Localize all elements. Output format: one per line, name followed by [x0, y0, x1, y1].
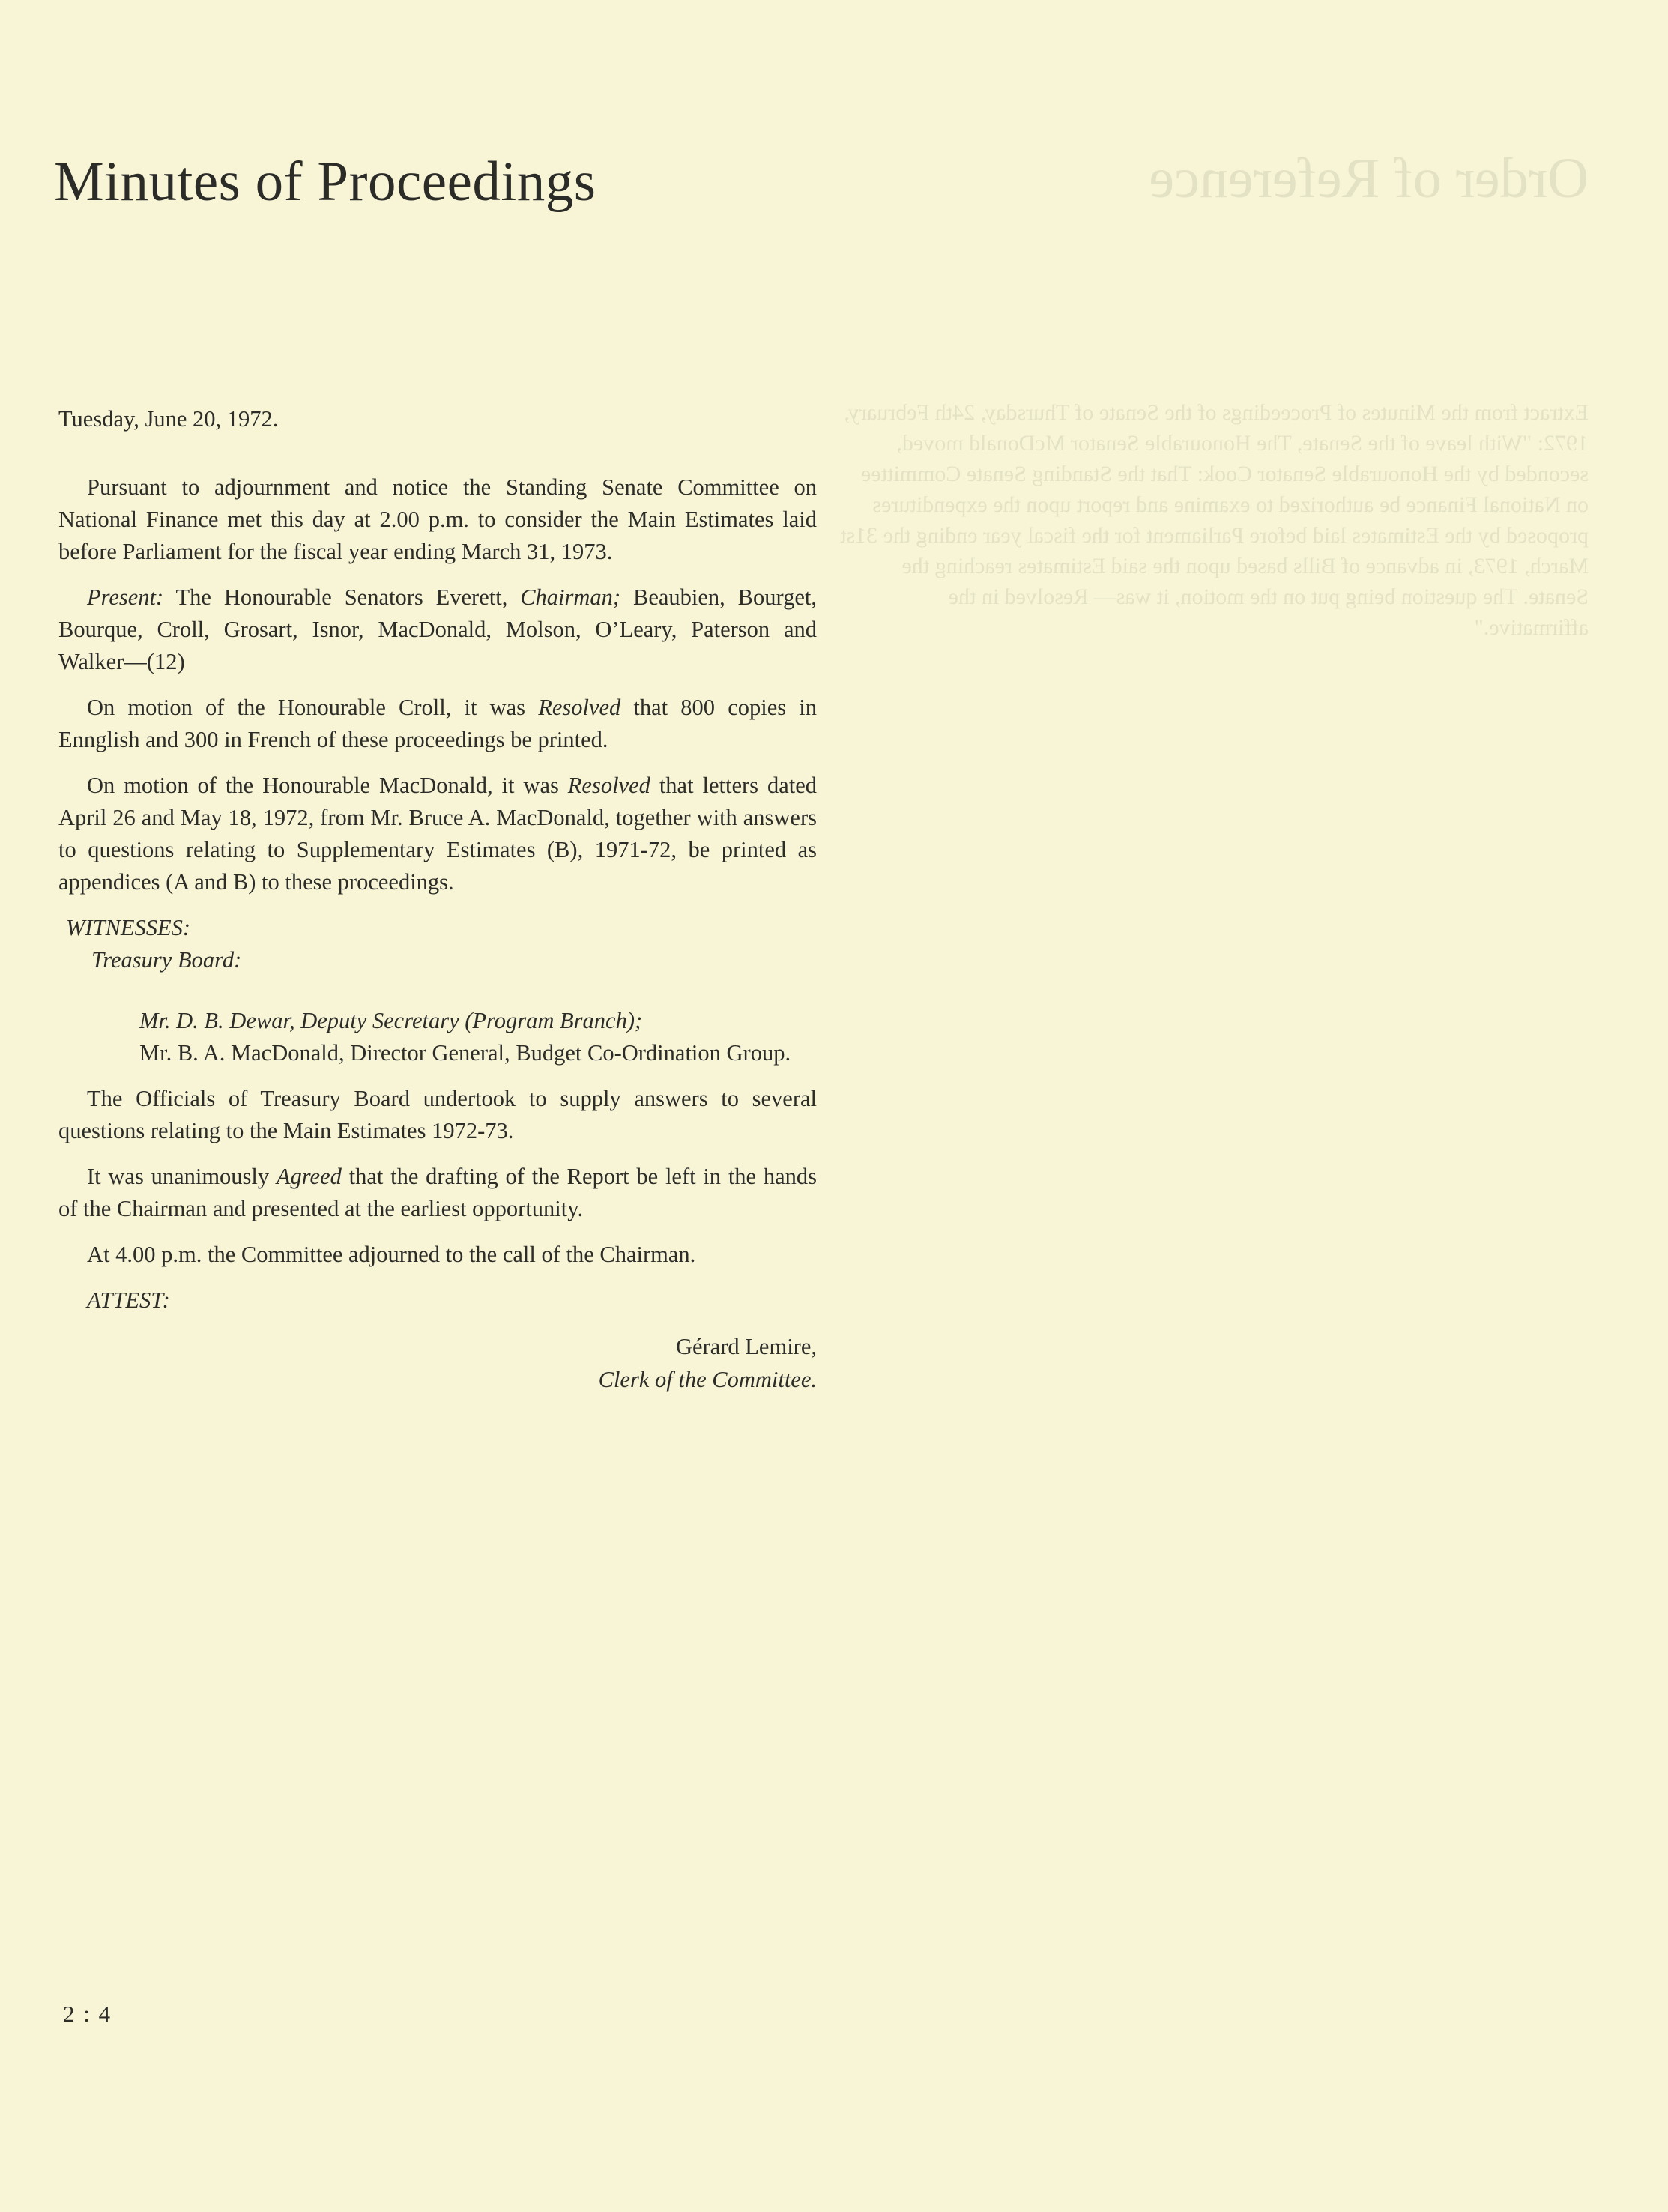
bleed-text: Extract from the Minutes of Proceedings of the Senate of Thursday, 24th February, 1972: "With leave of the Senate, The Honourable Senator McDonald moved, seconded by the Honourable Senator Cook: That the Standing Senate Committee on National Finance be authorized to examine and report upon the expenditures proposed by the Estimates laid before Parliament for the fiscal year ending the 31st March, 1973, in advance of Bills based upon the said Estimates reaching the Senate. The question being put on the motion, it was— Resolved in the affirmative." — [840, 400, 1589, 640]
meeting-date: Tuesday, June 20, 1972. — [58, 406, 279, 432]
bleed-through-reverse — [839, 0, 1611, 974]
page-title: Minutes of Proceedings — [54, 151, 596, 213]
present-label: Present: — [87, 584, 164, 610]
resolved-word: Resolved — [538, 695, 621, 720]
officials-paragraph: The Officials of Treasury Board undertook to supply answers to several questions relating to the Main Estimates 1972-73. — [58, 1086, 817, 1143]
motion-macdonald — [58, 770, 817, 898]
treasury-board-heading: Treasury Board: — [91, 947, 242, 973]
motion-croll-text-a: On motion of the Honourable Croll, it was — [87, 695, 539, 720]
signature-block — [58, 1330, 817, 1396]
agreed-text-a: It was unanimously — [87, 1164, 277, 1189]
attest-label: ATTEST: — [87, 1287, 170, 1313]
page-number: 2 : 4 — [63, 2001, 112, 2027]
signatory-name: Gérard Lemire, — [676, 1334, 817, 1359]
agreed-word: Agreed — [276, 1164, 342, 1189]
witness-macdonald: Mr. B. A. MacDonald, Director General, Budget Co-Ordination Group. — [139, 1040, 791, 1066]
present-paragraph — [58, 581, 817, 678]
witnesses-heading: WITNESSES: — [66, 915, 191, 940]
witness-dewar: Mr. D. B. Dewar, Deputy Secretary (Program Branch); — [139, 1008, 643, 1033]
agreed-paragraph — [58, 1161, 817, 1225]
opening-paragraph: Pursuant to adjournment and notice the Standing Senate Committee on National Finance met this day at 2.00 p.m. to consider the Main Estimates laid before Parliament for the fiscal year ending March 31, 1973. — [58, 474, 817, 564]
motion-croll-text-b: that 800 copies in Ennglish and 300 in French of these proceedings be printed. — [58, 695, 817, 752]
motion-croll — [58, 692, 817, 756]
resolved-word: Resolved — [567, 773, 650, 798]
bleed-title: Order of Reference — [1149, 147, 1589, 210]
agreed-text-b: that the drafting of the Report be left in the hands of the Chairman and presented at the earliest opportunity. — [58, 1164, 817, 1221]
minutes-body — [58, 403, 817, 1396]
present-text-a: The Honourable Senators Everett, — [163, 584, 521, 610]
motion-macdonald-text-b: that letters dated April 26 and May 18, 1972, from Mr. Bruce A. MacDonald, together with answers to questions relating to Supplementary Estimates (B), 1971-72, be printed as appendices (A and B) to these proceedings. — [58, 773, 817, 895]
adjourned-paragraph: At 4.00 p.m. the Committee adjourned to the call of the Chairman. — [87, 1242, 696, 1267]
chairman-label: Chairman; — [520, 584, 621, 610]
witness-list — [58, 1005, 817, 1069]
present-text-b: Beaubien, Bourget, Bourque, Croll, Grosart, Isnor, MacDonald, Molson, O’Leary, Paterson and Walker—(12) — [58, 584, 818, 674]
motion-macdonald-text-a: On motion of the Honourable MacDonald, it was — [87, 773, 568, 798]
signatory-title: Clerk of the Committee. — [598, 1367, 817, 1392]
